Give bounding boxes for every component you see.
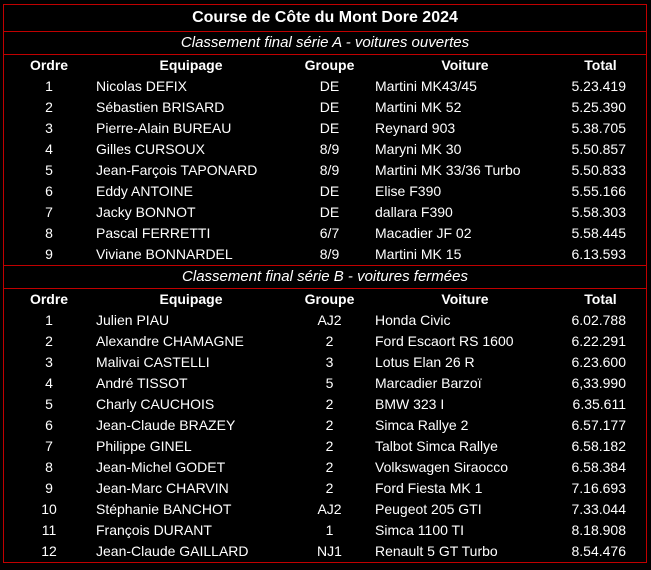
cell-voiture: Renault 5 GT Turbo (375, 543, 498, 559)
table-row (4, 310, 646, 331)
section-serie-a (4, 32, 646, 266)
cell-total: 6.57.177 (571, 417, 626, 433)
cell-voiture: Martini MK43/45 (375, 78, 477, 94)
cell-total: 5.50.857 (571, 141, 626, 157)
cell-ordre: 12 (41, 543, 57, 559)
cell-total: 8.18.908 (571, 522, 626, 538)
cell-equipage: Julien PIAU (96, 312, 170, 328)
cell-voiture: Elise F390 (375, 183, 442, 199)
cell-groupe: 2 (325, 459, 334, 475)
cell-total: 6.35.611 (572, 396, 626, 412)
cell-groupe: AJ2 (317, 312, 342, 328)
cell-equipage: Stéphanie BANCHOT (96, 501, 232, 517)
cell-ordre: 7 (45, 438, 53, 454)
table-row (4, 394, 646, 415)
table-row (4, 76, 646, 97)
table-row (4, 541, 646, 562)
cell-voiture: Simca Rallye 2 (375, 417, 469, 433)
cell-ordre: 11 (41, 522, 57, 538)
cell-total: 6,33.990 (571, 375, 626, 391)
table-row (4, 457, 646, 478)
header-ordre: Ordre (29, 57, 69, 73)
cell-voiture: Simca 1100 TI (375, 522, 464, 538)
cell-equipage: Philippe GINEL (96, 438, 192, 454)
header-ordre: Ordre (29, 291, 69, 307)
cell-voiture: Ford Fiesta MK 1 (375, 480, 483, 496)
cell-voiture: BMW 323 I (375, 396, 445, 412)
cell-equipage: André TISSOT (96, 375, 188, 391)
table-row (4, 478, 646, 499)
cell-ordre: 2 (45, 333, 53, 349)
cell-voiture: Martini MK 52 (375, 99, 462, 115)
cell-groupe: DE (319, 120, 340, 136)
header-equipage: Equipage (159, 291, 223, 307)
cell-total: 6.23.600 (571, 354, 626, 370)
cell-groupe: 2 (325, 417, 334, 433)
cell-groupe: 2 (325, 333, 334, 349)
cell-equipage: Jean-Farçois TAPONARD (96, 162, 258, 178)
cell-equipage: Sébastien BRISARD (96, 99, 225, 115)
cell-voiture: Macadier JF 02 (375, 225, 472, 241)
cell-groupe: 8/9 (319, 162, 340, 178)
cell-total: 6.22.291 (571, 333, 626, 349)
cell-ordre: 9 (45, 246, 53, 262)
cell-ordre: 8 (45, 225, 53, 241)
cell-ordre: 1 (45, 78, 53, 94)
cell-ordre: 10 (41, 501, 57, 517)
header-groupe: Groupe (304, 57, 355, 73)
header-voiture: Voiture (441, 57, 489, 73)
header-groupe: Groupe (304, 291, 355, 307)
table-row (4, 520, 646, 541)
cell-voiture: Reynard 903 (375, 120, 456, 136)
cell-voiture: Lotus Elan 26 R (375, 354, 475, 370)
cell-total: 5.58.303 (571, 204, 626, 220)
cell-total: 5.58.445 (571, 225, 626, 241)
table-row (4, 373, 646, 394)
cell-groupe: DE (319, 78, 340, 94)
cell-groupe: DE (319, 183, 340, 199)
cell-equipage: Pascal FERRETTI (96, 225, 211, 241)
table-header-serie-a (4, 55, 646, 76)
page-title: Course de Côte du Mont Dore 2024 (4, 5, 646, 32)
cell-groupe: 6/7 (319, 225, 340, 241)
cell-voiture: dallara F390 (375, 204, 453, 220)
cell-equipage: Charly CAUCHOIS (96, 396, 215, 412)
cell-ordre: 6 (45, 417, 53, 433)
table-row (4, 97, 646, 118)
rows-serie-b (4, 310, 646, 562)
cell-total: 6.58.384 (571, 459, 626, 475)
cell-groupe: 2 (325, 480, 334, 496)
cell-total: 5.23.419 (571, 78, 626, 94)
cell-voiture: Marcadier Barzoï (375, 375, 482, 391)
cell-ordre: 4 (45, 141, 53, 157)
cell-voiture: Martini MK 33/36 Turbo (375, 162, 521, 178)
cell-voiture: Volkswagen Siraocco (375, 459, 509, 475)
cell-ordre: 4 (45, 375, 53, 391)
table-row (4, 202, 646, 223)
cell-total: 5.38.705 (571, 120, 626, 136)
section-serie-b (4, 266, 646, 562)
cell-ordre: 5 (45, 162, 53, 178)
cell-voiture: Maryni MK 30 (375, 141, 462, 157)
table-row (4, 499, 646, 520)
cell-groupe: DE (319, 204, 340, 220)
table-row (4, 118, 646, 139)
cell-ordre: 1 (45, 312, 53, 328)
table-row (4, 415, 646, 436)
cell-ordre: 3 (45, 120, 53, 136)
cell-groupe: AJ2 (317, 501, 342, 517)
cell-equipage: Eddy ANTOINE (96, 183, 194, 199)
cell-groupe: 8/9 (319, 141, 340, 157)
header-total: Total (584, 57, 617, 73)
cell-equipage: Pierre-Alain BUREAU (96, 120, 232, 136)
cell-equipage: François DURANT (96, 522, 212, 538)
table-row (4, 139, 646, 160)
results-sheet (3, 4, 647, 563)
cell-voiture: Ford Escaort RS 1600 (375, 333, 514, 349)
cell-equipage: Nicolas DEFIX (96, 78, 188, 94)
header-total: Total (584, 291, 617, 307)
cell-equipage: Viviane BONNARDEL (96, 246, 233, 262)
cell-total: 6.13.593 (571, 246, 626, 262)
cell-groupe: DE (319, 99, 340, 115)
table-row (4, 181, 646, 202)
cell-groupe: 2 (325, 396, 334, 412)
cell-ordre: 9 (45, 480, 53, 496)
table-row (4, 223, 646, 244)
cell-total: 8.54.476 (571, 543, 626, 559)
rows-serie-a (4, 76, 646, 265)
cell-voiture: Honda Civic (375, 312, 451, 328)
table-row (4, 160, 646, 181)
table-row (4, 352, 646, 373)
cell-total: 5.25.390 (571, 99, 626, 115)
cell-equipage: Jean-Marc CHARVIN (96, 480, 229, 496)
cell-total: 6.02.788 (571, 312, 626, 328)
table-row (4, 244, 646, 265)
cell-ordre: 6 (45, 183, 53, 199)
cell-groupe: 1 (325, 522, 334, 538)
cell-total: 5.50.833 (571, 162, 626, 178)
cell-equipage: Gilles CURSOUX (96, 141, 205, 157)
cell-groupe: 3 (325, 354, 334, 370)
cell-voiture: Peugeot 205 GTI (375, 501, 482, 517)
table-row (4, 436, 646, 457)
results-table (3, 4, 647, 563)
cell-groupe: 5 (325, 375, 334, 391)
table-row (4, 331, 646, 352)
cell-total: 7.16.693 (571, 480, 626, 496)
section-title-serie-b: Classement final série B - voitures fermées (4, 266, 646, 289)
table-header-serie-b (4, 289, 646, 310)
cell-total: 6.58.182 (571, 438, 626, 454)
cell-ordre: 3 (45, 354, 53, 370)
cell-groupe: 2 (325, 438, 334, 454)
cell-groupe: NJ1 (317, 543, 342, 559)
cell-groupe: 8/9 (319, 246, 340, 262)
cell-ordre: 5 (45, 396, 53, 412)
cell-voiture: Talbot Simca Rallye (375, 438, 498, 454)
cell-equipage: Jean-Claude BRAZEY (96, 417, 236, 433)
cell-equipage: Alexandre CHAMAGNE (96, 333, 244, 349)
cell-equipage: Malivai CASTELLI (96, 354, 210, 370)
cell-ordre: 2 (45, 99, 53, 115)
cell-voiture: Martini MK 15 (375, 246, 462, 262)
section-title-serie-a: Classement final série A - voitures ouvertes (4, 32, 646, 55)
cell-equipage: Jean-Claude GAILLARD (96, 543, 249, 559)
cell-total: 7.33.044 (571, 501, 626, 517)
cell-equipage: Jacky BONNOT (96, 204, 196, 220)
cell-ordre: 7 (45, 204, 53, 220)
header-equipage: Equipage (159, 57, 223, 73)
cell-total: 5.55.166 (571, 183, 626, 199)
header-voiture: Voiture (441, 291, 489, 307)
cell-ordre: 8 (45, 459, 53, 475)
cell-equipage: Jean-Michel GODET (96, 459, 226, 475)
